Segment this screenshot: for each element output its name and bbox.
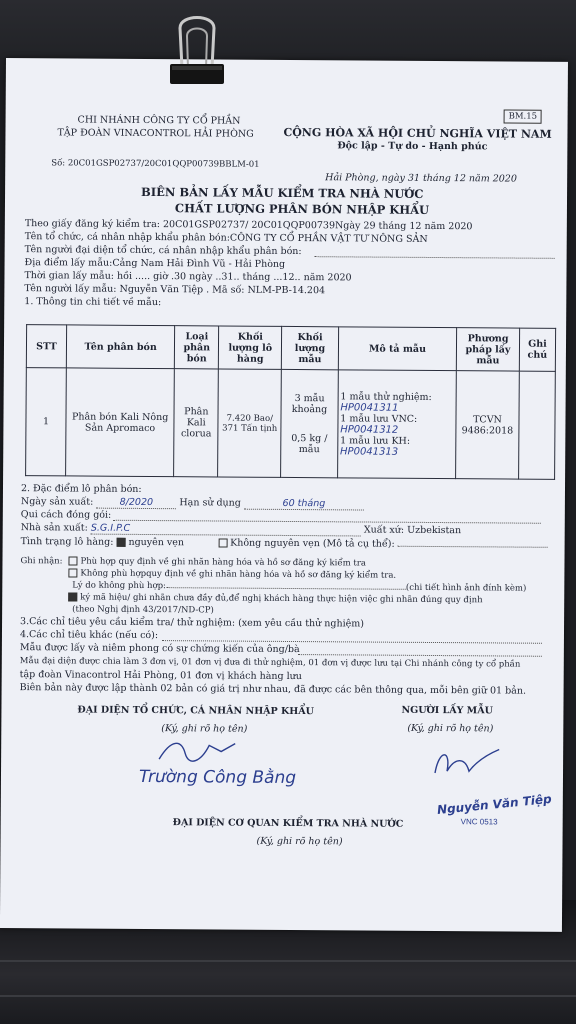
title-line-1: BIÊN BẢN LẤY MẪU KIỂM TRA NHÀ NƯỚC: [141, 184, 424, 201]
importer-sign-hint: (Ký, ghi rõ họ tên): [161, 723, 248, 735]
column-header: Khối lượng mẫu: [282, 326, 339, 369]
section-1-heading: 1. Thông tin chi tiết về mẫu:: [24, 296, 162, 309]
sampler-signature-icon: [425, 743, 505, 788]
sampler-stamp-name: Nguyễn Văn Tiệp: [436, 791, 553, 818]
desc-code-1: HP0041311: [340, 401, 399, 414]
sample-weight-2: 0,5 kg / mẫu: [291, 432, 328, 455]
checked-box-icon: [116, 538, 125, 547]
authority-sign-hint: (Ký, ghi rõ họ tên): [256, 835, 343, 848]
checked-box-icon: [68, 592, 77, 601]
desc-3: 1 mẫu lưu KH:: [340, 434, 411, 447]
mfg-label: Ngày sản xuất:: [20, 496, 94, 508]
column-header: Tên phân bón: [66, 325, 174, 369]
form-code: BM.15: [504, 109, 543, 123]
table-row: [26, 368, 556, 480]
note-5: (theo Nghị định 43/2017/ND-CP): [72, 604, 214, 616]
importer-signer-name: Trường Công Bằng: [138, 766, 297, 789]
origin: Xuất xứ: Uzbekistan: [363, 524, 462, 537]
section-3: 3.Các chỉ tiêu yêu cầu kiểm tra/ thử nghiệm: (xem yêu cầu thử nghiệm): [20, 616, 365, 630]
notes-label: Ghi nhận:: [20, 556, 63, 567]
cell-method: TCVN 9486:2018: [456, 371, 520, 479]
importer-signature-icon: [151, 735, 241, 766]
maker-value: S.G.I.P.C: [91, 523, 361, 537]
section-2-heading: 2. Đặc điểm lô phân bón:: [20, 483, 142, 495]
time-line: Thời gian lấy mẫu: hồi ..... giờ .30 ngày ..31.. tháng ...12.. năm 2020: [24, 270, 352, 284]
packing-label: Qui cách đóng gói:: [20, 509, 112, 521]
maker-line: [21, 522, 461, 537]
column-header: Loại phân bón: [175, 326, 220, 369]
intact-option: nguyên vẹn: [128, 536, 185, 549]
org-line-1: CHI NHÁNH CÔNG TY CỔ PHẦN: [77, 114, 241, 127]
cell-type: Phân Kali clorua: [174, 369, 219, 477]
representative-line: Tên người đại diện tổ chức, cá nhân nhập khẩu phân bón:: [24, 244, 302, 258]
expiry-value: 60 tháng: [244, 498, 364, 511]
note-1: Phù hợp quy định về ghi nhãn hàng hóa và hồ sơ đăng ký kiểm tra: [68, 556, 366, 568]
condition-label: Tình trạng lô hàng:: [20, 536, 114, 548]
sampler-sign-hint: (Ký, ghi rõ họ tên): [407, 722, 494, 735]
place-date: Hải Phòng, ngày 31 tháng 12 năm 2020: [325, 172, 517, 185]
empty-box-icon: [68, 556, 77, 565]
authority-title: ĐẠI DIỆN CƠ QUAN KIỂM TRA NHÀ NƯỚC: [172, 817, 404, 830]
dotted-fill-line: [298, 654, 542, 657]
column-header: Phương pháp lấy mẫu: [456, 328, 519, 371]
split-line-2: tập đoàn Vinacontrol Hải Phòng, 01 đơn vị khách hàng lưu: [19, 669, 302, 683]
column-header: Mô tả mẫu: [338, 327, 457, 371]
sampler-line: Tên người lấy mẫu: Nguyễn Văn Tiệp . Mã số: NLM-PB-14.204: [24, 283, 326, 297]
sampler-title: NGƯỜI LẤY MẪU: [401, 704, 493, 717]
not-intact-option: Không nguyên vẹn (Mô tả cụ thể):: [230, 537, 395, 550]
desc-code-3: HP0041313: [340, 445, 399, 458]
copies-line: Biên bản này được lập thành 02 bản có giá trị như nhau, đã được các bên thông qua, mỗi bên giữ 01 bản.: [19, 682, 527, 697]
expiry-label: Hạn sử dụng: [179, 497, 241, 509]
mfg-value: 8/2020: [96, 497, 176, 510]
seat-seam: [0, 995, 576, 997]
cell-stt: 1: [26, 368, 67, 476]
split-line-1: Mẫu đại diện được chia làm 3 đơn vị, 01 đơn vị đưa đi thử nghiệm, 01 đơn vị được lưu tại Chi nhánh công ty cổ phần: [19, 656, 521, 670]
desc-code-2: HP0041312: [340, 423, 399, 436]
cell-sample-weight: [281, 369, 338, 477]
column-header: STT: [26, 325, 66, 368]
title-line-2: CHẤT LƯỢNG PHÂN BÓN NHẬP KHẨU: [174, 201, 430, 217]
note-2: Không phù hợpquy định về ghi nhãn hàng hóa và hồ sơ đăng ký kiểm tra.: [68, 568, 396, 580]
column-header: Khối lượng lô hàng: [219, 326, 282, 369]
desc-2: 1 mẫu lưu VNC:: [340, 412, 418, 425]
sampler-stamp-code: VNC 0513: [460, 817, 498, 827]
cell-description: [337, 370, 456, 479]
document-page: [0, 58, 568, 932]
registration-line: Theo giấy đăng ký kiểm tra: 20C01GSP02737/ 20C01QQP00739Ngày 29 tháng 12 năm 2020: [24, 218, 473, 233]
maker-label: Nhà sản xuất:: [20, 522, 88, 534]
cell-name: Phân bón Kali Nông Sản Apromaco: [66, 368, 175, 477]
country-name: CỘNG HÒA XÃ HỘI CHỦ NGHĨA VIỆT NAM: [283, 125, 552, 141]
dotted-fill-line: [315, 256, 555, 259]
empty-box-icon: [218, 538, 227, 547]
witness-line: Mẫu được lấy và niêm phong có sự chứng kiến của ông/bà: [19, 642, 300, 656]
location-line: Địa điểm lấy mẫu:Cảng Nam Hải Đình Vũ - Hải Phòng: [24, 257, 286, 270]
document-number: Số: 20C01GSP02737/20C01QQP00739BBLM-01: [51, 158, 260, 170]
seat-seam: [0, 960, 576, 962]
section-4: 4.Các chỉ tiêu khác (nếu có):: [19, 629, 159, 642]
importer-line: Tên tổ chức, cá nhân nhập khẩu phân bón:CÔNG TY CỔ PHẦN VẬT TƯ NÔNG SẢN: [24, 231, 428, 245]
sample-table: [25, 324, 556, 480]
column-header: Ghi chú: [519, 328, 555, 371]
binder-clip-icon: [162, 8, 232, 88]
table-header-row: [26, 325, 555, 372]
condition-line: [21, 536, 548, 551]
motto: Độc lập - Tự do - Hạnh phúc: [337, 140, 488, 153]
desc-1: 1 mẫu thử nghiệm:: [340, 390, 432, 403]
sample-weight-1: 3 mẫu khoảng: [291, 392, 328, 415]
cell-lot: 7.420 Bao/ 371 Tấn tịnh: [218, 369, 282, 477]
note-4: ký mã hiệu/ ghi nhãn chưa đầy đủ,để nghị khách hàng thực hiện việc ghi nhãn đúng quy định: [68, 592, 482, 605]
empty-box-icon: [68, 568, 77, 577]
importer-title: ĐẠI DIỆN TỔ CHỨC, CÁ NHÂN NHẬP KHẨU: [77, 704, 314, 718]
cell-note: [518, 371, 555, 479]
note-3: Lý do không phù hợp: (chi tiết hình ảnh đính kèm): [72, 580, 527, 594]
org-line-2: TẬP ĐOÀN VINACONTROL HẢI PHÒNG: [57, 127, 254, 140]
